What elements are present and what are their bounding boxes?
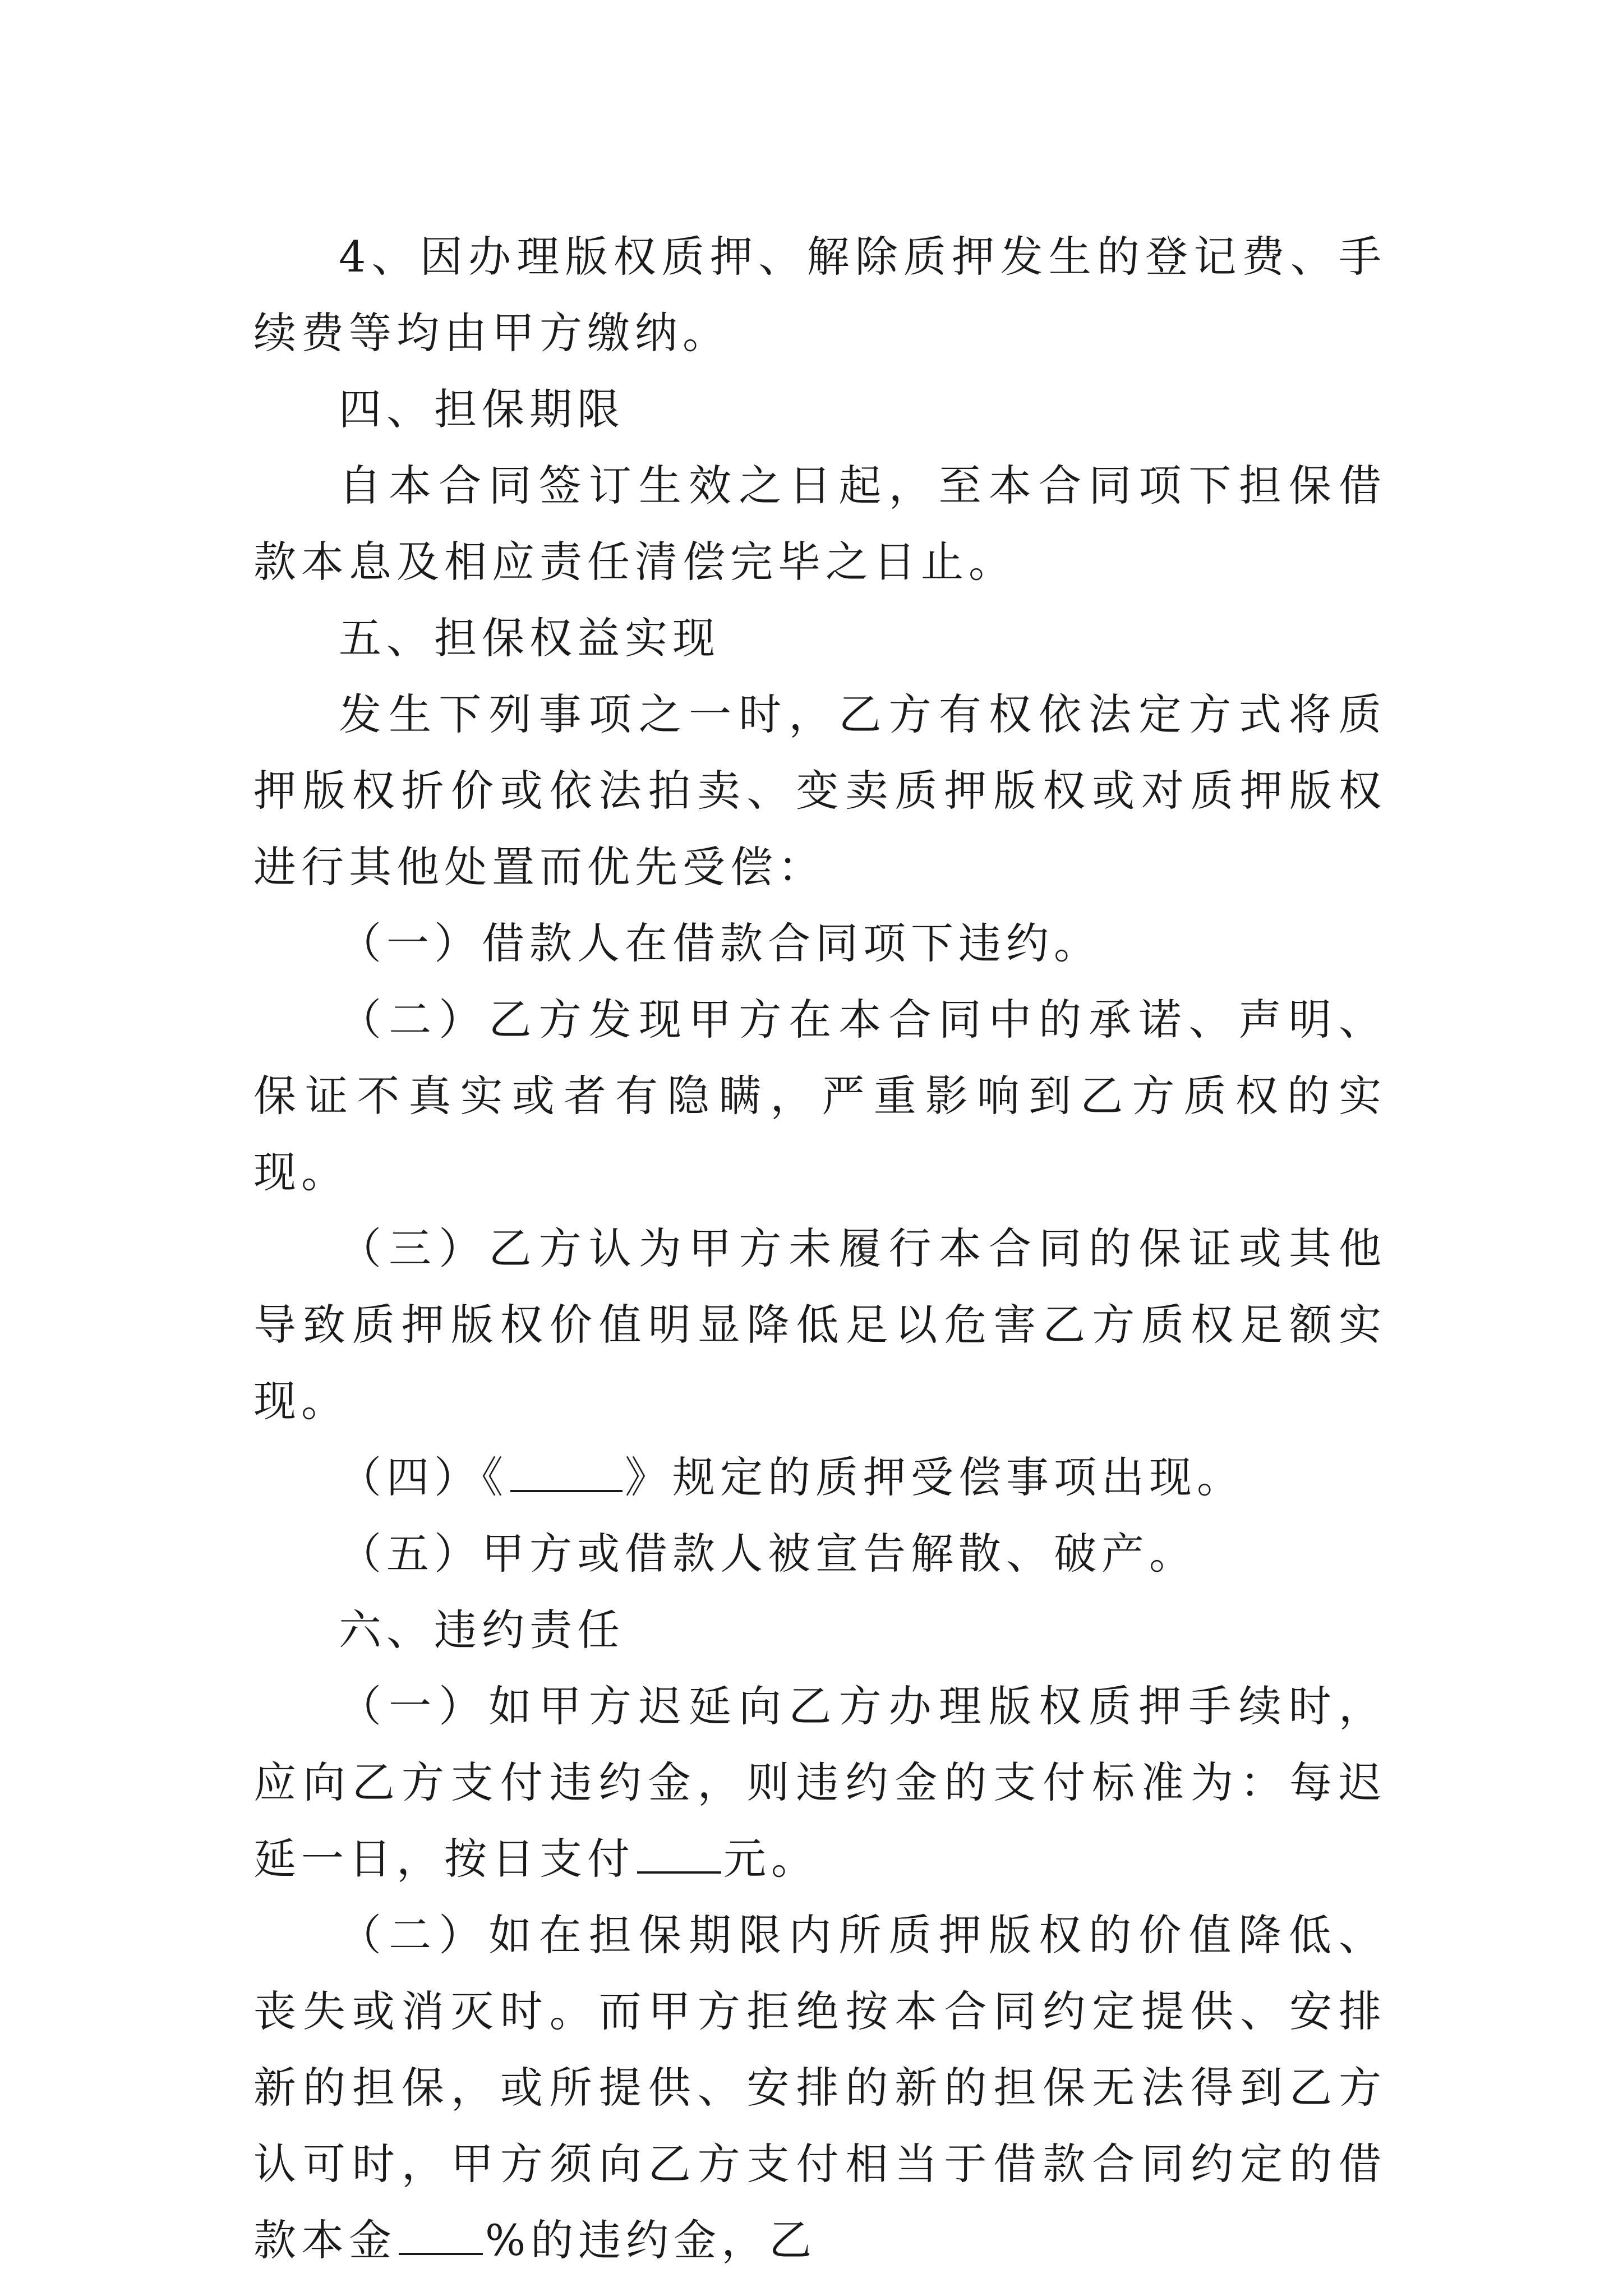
contract-body (253, 219, 1386, 2279)
item-stipulated-events (253, 1439, 1386, 1516)
item-untrue-statements: （二）乙方发现甲方在本合同中的承诺、声明、保证不真实或者有隐瞒，严重影响到乙方质权的实现。 (253, 995, 1386, 1197)
blank-line (399, 2214, 483, 2255)
item-borrower-default: （一）借款人在借款合同项下违约。 (339, 918, 1101, 968)
section-heading-guarantee-period: 四、担保期限 (339, 384, 625, 434)
clause-delay-penalty-before: （一）如甲方迟延向乙方办理版权质押手续时，应向乙方支付违约金，则违约金的支付标准为：每迟延一日，按日支付 (253, 1681, 1386, 1884)
clause-value-loss-penalty-after: %的违约金，乙 (485, 2215, 817, 2265)
item-dissolution-bankruptcy: （五）甲方或借款人被宣告解散、破产。 (339, 1529, 1197, 1579)
clause-guarantee-period: 自本合同签订生效之日起，至本合同项下担保借款本息及相应责任清偿完毕之日止。 (253, 461, 1386, 587)
blank-line (637, 1832, 721, 1874)
section-heading-liability: 六、违约责任 (339, 1605, 625, 1655)
clause-rights-realization: 发生下列事项之一时，乙方有权依法定方式将质押版权折价或依法拍卖、变卖质押版权或对质押版权进行其他处置而优先受偿： (253, 689, 1386, 892)
clause-delay-penalty-after: 元。 (723, 1834, 819, 1884)
item-value-decrease: （三）乙方认为甲方未履行本合同的保证或其他导致质押版权价值明显降低足以危害乙方质权足额实现。 (253, 1223, 1386, 1426)
clause-delay-penalty (253, 1668, 1386, 1897)
clause-value-loss-penalty-before: （二）如在担保期限内所质押版权的价值降低、丧失或消灭时。而甲方拒绝按本合同约定提供、安排新的担保，或所提供、安排的新的担保无法得到乙方认可时，甲方须向乙方支付相当于借款合同约定的借款本金 (253, 1910, 1386, 2265)
item-stipulated-events-before: （四）《 (339, 1452, 508, 1502)
item-stipulated-events-after: 》规定的质押受偿事项出现。 (625, 1452, 1244, 1502)
clause-value-loss-penalty (253, 1897, 1386, 2279)
section-heading-rights-realization: 五、担保权益实现 (339, 613, 720, 663)
clause-registration-fees: 4、因办理版权质押、解除质押发生的登记费、手续费等均由甲方缴纳。 (253, 232, 1386, 358)
blank-line (510, 1451, 623, 1492)
